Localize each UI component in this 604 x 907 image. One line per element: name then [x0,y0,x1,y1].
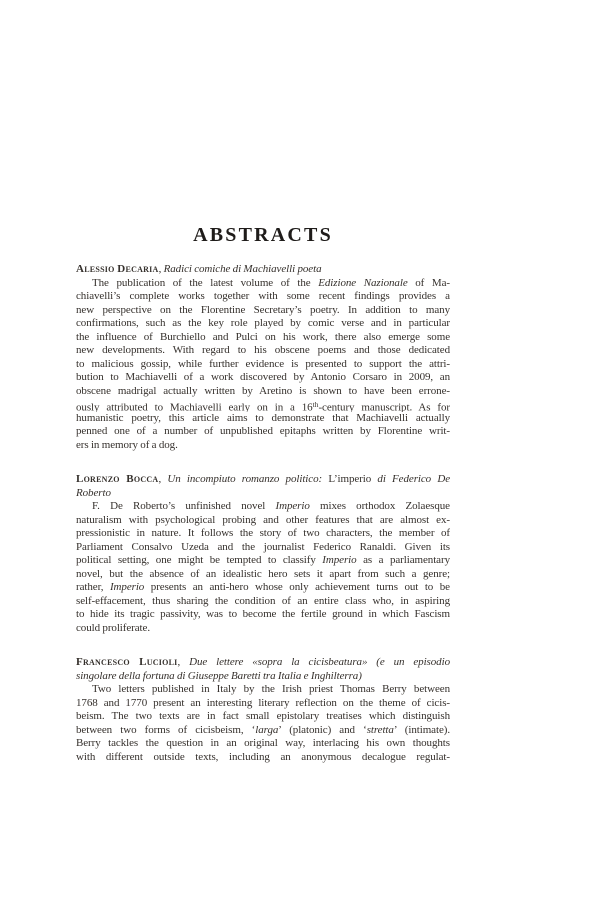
journal-page [76,224,450,764]
text-line [76,358,450,372]
text-run: singolare della fortuna di Giuseppe Baretti tra Italia e Inghilterra) [76,669,362,682]
text-run: rather, [76,581,110,593]
text-run: naturalism with psychological probing and other features that are almost ex- [76,513,450,526]
text-run: mixes orthodox Zolaesque [309,500,450,512]
text-run: ’ (intimate). [393,723,450,736]
text-line [76,290,450,304]
text-run: ously attributed to Machiavelli early on in a 16 [76,401,313,412]
entry-heading [76,263,450,277]
entry-heading [76,473,450,500]
text-line [76,737,450,751]
text-line [76,263,450,277]
text-run: Berry tackles the question in an original way, interlacing his own thoughts [76,737,450,749]
text-line [76,595,450,609]
text-line [76,581,450,595]
text-line [76,608,450,622]
text-line [76,277,450,291]
text-run: , [158,263,164,275]
text-line [76,541,450,555]
text-run: , [177,656,190,668]
text-run: Roberto [76,486,111,499]
text-run: Parliament Consalvo Uzeda and the journalist Federico Ranaldi. Given its [76,540,450,553]
text-run: 1768 and 1770 present an interesting literary reflection on the theme of cicis- [76,696,450,709]
entry-body [76,277,450,453]
text-line [76,697,450,711]
text-run: novel, but the absence of an idealistic hero sets it apart from such a genre; [76,567,450,580]
text-run: larga [255,723,279,736]
text-run: The publication of the latest volume of the [92,276,319,289]
text-run: the influence of Burchiello and Pulci on his work, there also emerge some [76,330,450,343]
text-line [76,317,450,331]
abstract-entries [76,263,450,764]
text-line [76,439,450,453]
text-line [76,385,450,399]
entry-heading [76,656,450,683]
text-run: new perspective on the Florentine Secretary’s poetry. In addition to many [76,303,450,316]
text-run: ’ (platonic) and ‘ [278,723,367,736]
text-line [76,554,450,568]
abstract-entry [76,473,450,635]
abstract-entry [76,656,450,764]
text-run: of Ma- [407,276,450,289]
text-run: confirmations, such as the key role played by comic verse and in particular [76,317,450,329]
text-line [76,331,450,345]
text-run: Imperio [322,554,357,566]
text-line [76,398,450,412]
text-run: -century manuscript. As for [318,401,450,412]
text-line [76,425,450,439]
author-name: Lorenzo Bocca [76,473,159,485]
text-run: beism. The two texts are in fact small epistolary treatises which distinguish [76,710,450,722]
text-run: as a parliamentary [356,554,450,566]
text-line [76,487,450,501]
text-run: ers in memory of a dog. [76,438,178,451]
text-run: chiavelli’s complete works together with some recent findings provides a [76,290,450,302]
text-line [76,371,450,385]
text-line [76,500,450,514]
text-run: , [158,473,168,485]
text-line [76,710,450,724]
text-run: could proliferate. [76,621,151,634]
text-run: Radici comiche di Machiavelli poeta [163,263,322,275]
text-run: self-effacement, thus sharing the condition of an entire class who, in aspiring [76,594,450,607]
text-line [76,304,450,318]
text-run: Two letters published in Italy by the Irish priest Thomas Berry between [92,683,450,695]
text-run: political setting, one might be tempted to classify [76,554,323,566]
entry-body [76,683,450,764]
text-line [76,670,450,684]
abstract-entry [76,263,450,452]
text-line [76,412,450,426]
text-run: Edizione Nazionale [318,276,408,289]
text-run: Un incompiuto romanzo politico: [167,473,329,485]
text-run: new developments. With regard to his obscene poems and those dedicated [76,344,450,356]
text-run: humanistic poetry, this article aims to demonstrate that Machiavelli actually [76,411,450,424]
text-run: presents an anti-hero whose only achievement turns out to be [144,581,450,593]
text-run: Imperio [109,581,145,593]
text-run: between two forms of cicisbeism, ‘ [76,723,256,736]
text-run: to malicious gossip, while further evidence is presented to support the attri- [76,357,450,370]
entry-body [76,500,450,635]
text-run: obscene madrigal actually written by Aretino is shown to have been errone- [76,384,450,397]
text-line [76,622,450,636]
text-line [76,724,450,738]
text-run: Imperio [275,500,310,512]
text-run: pressionistic in nature. It follows the story of two characters, the member of [76,527,450,539]
author-name: Francesco Lucioli [76,656,178,668]
text-run: stretta [366,723,394,736]
page-title: ABSTRACTS [193,224,333,246]
text-run: F. De Roberto’s unfinished novel [92,500,276,512]
author-name: Alessio Decaria [76,263,159,275]
text-run: penned one of a number of unpublished epitaphs written by Florentine writ- [76,425,450,437]
text-run: Due lettere «sopra la cicisbeatura» (e un episodio [189,656,450,668]
text-line [76,683,450,697]
text-run: di Federico De [377,473,450,485]
text-line [76,527,450,541]
text-run: with different outside texts, including an anonymous decalogue regulat- [76,750,450,763]
text-run: L’imperio [328,473,378,485]
text-line [76,473,450,487]
text-run: to hide its tragic passivity, was to become the fertile ground in which Fascism [76,608,450,620]
text-line [76,656,450,670]
text-line [76,568,450,582]
text-line [76,751,450,765]
text-run: th [312,400,319,409]
text-run: bution to Machiavelli of a work discovered by Antonio Corsaro in 2009, an [76,371,450,383]
text-line [76,514,450,528]
text-line [76,344,450,358]
